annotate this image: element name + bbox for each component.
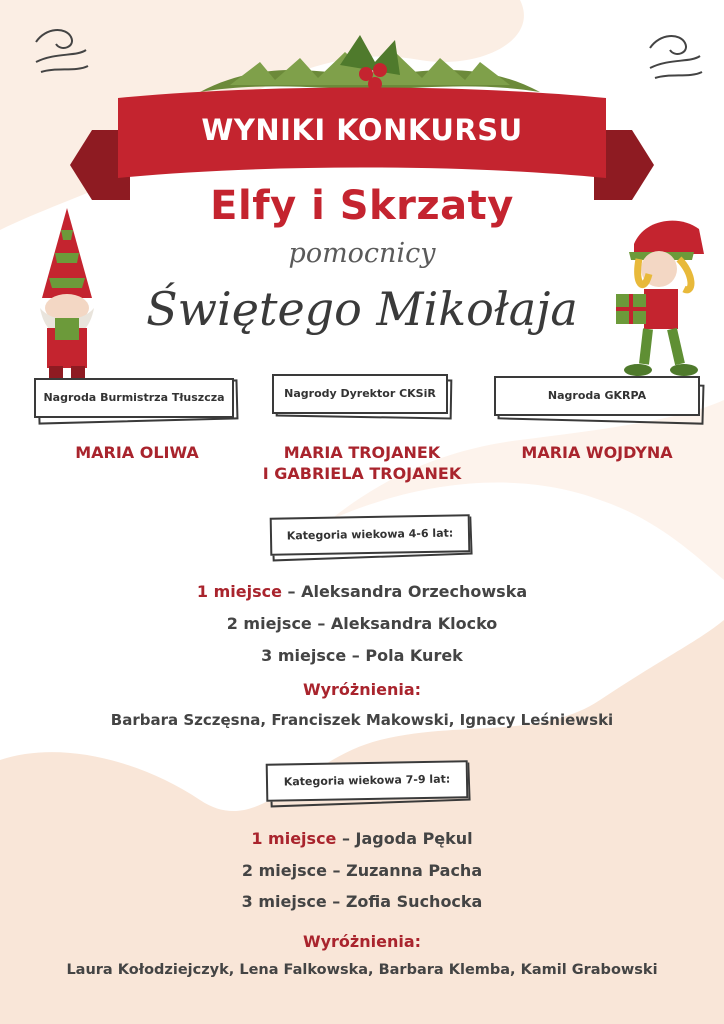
honors-title: Wyróżnienia: — [302, 680, 422, 699]
honors-names: Barbara Szczęsna, Franciszek Makowski, Ignacy Leśniewski — [110, 711, 614, 729]
award-winner-3: MARIA WOJDYNA — [521, 443, 673, 462]
place-line: 2 miejsce – Aleksandra Klocko — [226, 614, 498, 633]
award-winner-1: MARIA OLIWA — [75, 443, 199, 462]
award-winner-2: MARIA TROJANEK I GABRIELA TROJANEK — [262, 443, 462, 483]
honors-names: Laura Kołodziejczyk, Lena Falkowska, Barbara Klemba, Kamil Grabowski — [66, 962, 658, 978]
place-line: 1 miejsce – Aleksandra Orzechowska — [196, 582, 528, 601]
place-line: 3 miejsce – Pola Kurek — [261, 646, 463, 665]
gnome-illustration — [22, 208, 122, 388]
category-label-2: Kategoria wiekowa 7-9 lat: — [266, 760, 469, 802]
place-line: 1 miejsce – Jagoda Pękul — [251, 829, 473, 848]
page-script-title: Świętego Mikołaja — [146, 282, 578, 336]
holly-icon — [200, 35, 540, 92]
award-label-3: Nagroda GKRPA — [494, 376, 700, 416]
place-line: 3 miejsce – Zofia Suchocka — [241, 892, 483, 911]
place-line: 2 miejsce – Zuzanna Pacha — [241, 861, 483, 880]
elf-girl-illustration — [604, 214, 714, 384]
page-subtitle: pomocnicy — [288, 238, 436, 269]
category-label-1: Kategoria wiekowa 4-6 lat: — [270, 514, 471, 555]
banner-title: WYNIKI KONKURSU — [201, 113, 523, 147]
page-title: Elfy i Skrzaty — [210, 183, 514, 229]
award-label-2: Nagrody Dyrektor CKSiR — [272, 374, 448, 414]
award-label-1: Nagroda Burmistrza Tłuszcza — [34, 378, 234, 418]
honors-title: Wyróżnienia: — [302, 932, 422, 951]
